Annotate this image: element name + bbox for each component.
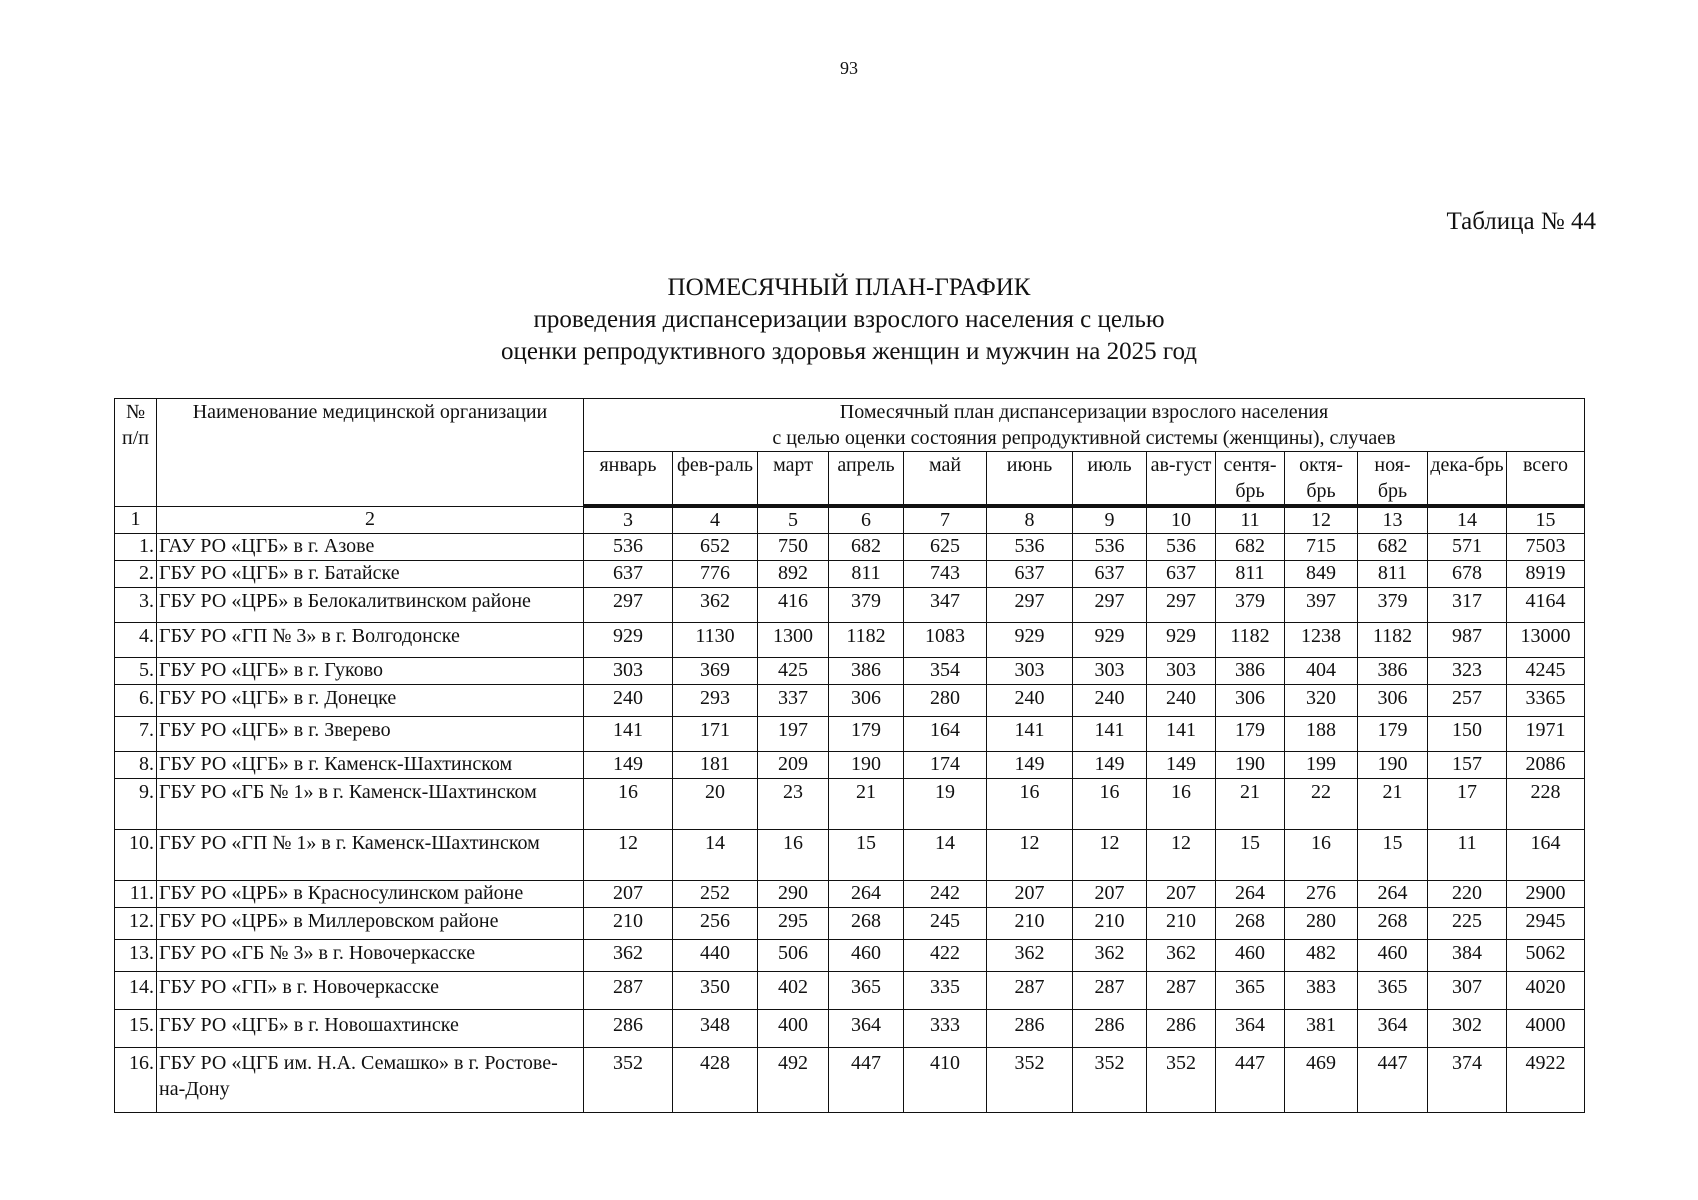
organization-name: ГБУ РО «ЦРБ» в Миллеровском районе	[157, 908, 584, 940]
organization-name: ГБУ РО «ЦГБ» в г. Донецке	[157, 685, 584, 717]
month-value: 652	[673, 534, 758, 561]
month-value: 364	[829, 1010, 904, 1048]
table-row	[115, 940, 1585, 972]
month-value: 811	[1358, 561, 1428, 588]
month-value: 379	[1358, 588, 1428, 623]
month-value: 811	[829, 561, 904, 588]
month-value: 482	[1285, 940, 1358, 972]
month-value: 19	[904, 779, 987, 830]
month-value: 365	[1216, 972, 1285, 1010]
month-value: 21	[1358, 779, 1428, 830]
month-value: 1182	[829, 623, 904, 658]
header-month-2: фев-раль	[673, 452, 758, 507]
month-value: 286	[584, 1010, 673, 1048]
month-value: 286	[987, 1010, 1073, 1048]
month-value: 929	[987, 623, 1073, 658]
column-number-6: 6	[829, 506, 904, 534]
total-value: 3365	[1507, 685, 1585, 717]
month-value: 225	[1428, 908, 1507, 940]
month-value: 410	[904, 1048, 987, 1113]
month-value: 381	[1285, 1010, 1358, 1048]
organization-name: ГБУ РО «ЦГБ» в г. Зверево	[157, 717, 584, 752]
month-value: 210	[987, 908, 1073, 940]
month-value: 207	[584, 881, 673, 908]
month-value: 929	[1147, 623, 1216, 658]
table-row	[115, 561, 1585, 588]
month-value: 16	[987, 779, 1073, 830]
month-value: 352	[584, 1048, 673, 1113]
month-value: 16	[1073, 779, 1147, 830]
month-value: 362	[1147, 940, 1216, 972]
month-value: 348	[673, 1010, 758, 1048]
month-value: 425	[758, 658, 829, 685]
month-value: 428	[673, 1048, 758, 1113]
month-value: 293	[673, 685, 758, 717]
month-value: 1083	[904, 623, 987, 658]
month-value: 268	[829, 908, 904, 940]
month-value: 1300	[758, 623, 829, 658]
month-value: 362	[1073, 940, 1147, 972]
total-value: 2945	[1507, 908, 1585, 940]
month-value: 323	[1428, 658, 1507, 685]
row-index: 1.	[115, 534, 157, 561]
month-value: 157	[1428, 752, 1507, 779]
row-index: 10.	[115, 830, 157, 881]
month-value: 242	[904, 881, 987, 908]
month-value: 297	[1147, 588, 1216, 623]
month-value: 750	[758, 534, 829, 561]
month-value: 386	[1358, 658, 1428, 685]
month-value: 303	[1073, 658, 1147, 685]
month-value: 492	[758, 1048, 829, 1113]
month-value: 256	[673, 908, 758, 940]
month-value: 637	[584, 561, 673, 588]
month-value: 264	[1358, 881, 1428, 908]
header-month-10: октя-брь	[1285, 452, 1358, 507]
month-value: 369	[673, 658, 758, 685]
month-value: 252	[673, 881, 758, 908]
month-value: 14	[673, 830, 758, 881]
total-value: 2086	[1507, 752, 1585, 779]
month-value: 447	[829, 1048, 904, 1113]
month-value: 374	[1428, 1048, 1507, 1113]
column-number-1: 1	[115, 506, 157, 534]
header-month-7: июль	[1073, 452, 1147, 507]
month-value: 1182	[1216, 623, 1285, 658]
month-value: 379	[829, 588, 904, 623]
organization-name: ГБУ РО «ГП № 1» в г. Каменск-Шахтинском	[157, 830, 584, 881]
month-value: 295	[758, 908, 829, 940]
month-value: 447	[1216, 1048, 1285, 1113]
month-value: 240	[987, 685, 1073, 717]
month-value: 174	[904, 752, 987, 779]
month-value: 141	[987, 717, 1073, 752]
month-value: 286	[1073, 1010, 1147, 1048]
month-value: 469	[1285, 1048, 1358, 1113]
header-month-3: март	[758, 452, 829, 507]
table-row	[115, 752, 1585, 779]
month-value: 386	[829, 658, 904, 685]
column-number-14: 14	[1428, 506, 1507, 534]
month-value: 400	[758, 1010, 829, 1048]
month-value: 929	[1073, 623, 1147, 658]
total-value: 7503	[1507, 534, 1585, 561]
month-value: 297	[1073, 588, 1147, 623]
month-value: 179	[829, 717, 904, 752]
table-row	[115, 717, 1585, 752]
month-value: 678	[1428, 561, 1507, 588]
month-value: 849	[1285, 561, 1358, 588]
month-value: 209	[758, 752, 829, 779]
organization-name: ГБУ РО «ГБ № 3» в г. Новочеркасске	[157, 940, 584, 972]
month-value: 20	[673, 779, 758, 830]
month-value: 15	[829, 830, 904, 881]
month-value: 287	[584, 972, 673, 1010]
total-value: 4164	[1507, 588, 1585, 623]
total-value: 4020	[1507, 972, 1585, 1010]
month-value: 210	[584, 908, 673, 940]
month-value: 337	[758, 685, 829, 717]
month-value: 335	[904, 972, 987, 1010]
row-index: 12.	[115, 908, 157, 940]
month-value: 286	[1147, 1010, 1216, 1048]
month-value: 384	[1428, 940, 1507, 972]
header-num: № п/п	[115, 399, 157, 507]
month-value: 188	[1285, 717, 1358, 752]
header-month-8: ав-густ	[1147, 452, 1216, 507]
month-value: 682	[829, 534, 904, 561]
row-index: 14.	[115, 972, 157, 1010]
month-value: 268	[1358, 908, 1428, 940]
month-value: 276	[1285, 881, 1358, 908]
month-value: 15	[1216, 830, 1285, 881]
column-number-5: 5	[758, 506, 829, 534]
table-row	[115, 658, 1585, 685]
organization-name: ГБУ РО «ГП № 3» в г. Волгодонске	[157, 623, 584, 658]
month-value: 23	[758, 779, 829, 830]
row-index: 7.	[115, 717, 157, 752]
header-month-12: дека-брь	[1428, 452, 1507, 507]
total-value: 4000	[1507, 1010, 1585, 1048]
plan-table	[114, 398, 1585, 1113]
month-value: 220	[1428, 881, 1507, 908]
month-value: 743	[904, 561, 987, 588]
month-value: 352	[987, 1048, 1073, 1113]
table-row	[115, 908, 1585, 940]
total-value: 4245	[1507, 658, 1585, 685]
header-month-1: январь	[584, 452, 673, 507]
month-value: 811	[1216, 561, 1285, 588]
table-row	[115, 534, 1585, 561]
month-value: 637	[987, 561, 1073, 588]
month-value: 149	[1147, 752, 1216, 779]
row-index: 3.	[115, 588, 157, 623]
month-value: 287	[1073, 972, 1147, 1010]
total-value: 8919	[1507, 561, 1585, 588]
table-row	[115, 623, 1585, 658]
month-value: 12	[987, 830, 1073, 881]
month-value: 179	[1358, 717, 1428, 752]
column-number-row	[115, 506, 1585, 534]
month-value: 190	[1216, 752, 1285, 779]
month-value: 149	[987, 752, 1073, 779]
month-value: 416	[758, 588, 829, 623]
month-value: 536	[987, 534, 1073, 561]
month-value: 21	[1216, 779, 1285, 830]
organization-name: ГБУ РО «ЦГБ» в г. Новошахтинске	[157, 1010, 584, 1048]
month-value: 12	[1147, 830, 1216, 881]
row-index: 13.	[115, 940, 157, 972]
month-value: 347	[904, 588, 987, 623]
month-value: 21	[829, 779, 904, 830]
month-value: 365	[829, 972, 904, 1010]
month-value: 987	[1428, 623, 1507, 658]
month-value: 404	[1285, 658, 1358, 685]
month-value: 536	[584, 534, 673, 561]
month-value: 362	[987, 940, 1073, 972]
month-value: 303	[987, 658, 1073, 685]
month-value: 386	[1216, 658, 1285, 685]
month-value: 402	[758, 972, 829, 1010]
table-row	[115, 830, 1585, 881]
organization-name: ГБУ РО «ЦГБ им. Н.А. Семашко» в г. Ростове-на-Дону	[157, 1048, 584, 1113]
page-number: 93	[840, 58, 858, 78]
month-value: 149	[584, 752, 673, 779]
column-number-8: 8	[987, 506, 1073, 534]
table-row	[115, 972, 1585, 1010]
total-value: 4922	[1507, 1048, 1585, 1113]
column-number-7: 7	[904, 506, 987, 534]
total-value: 5062	[1507, 940, 1585, 972]
header-month-4: апрель	[829, 452, 904, 507]
month-value: 354	[904, 658, 987, 685]
month-value: 892	[758, 561, 829, 588]
month-value: 141	[1147, 717, 1216, 752]
month-value: 264	[829, 881, 904, 908]
month-value: 625	[904, 534, 987, 561]
header-month-5: май	[904, 452, 987, 507]
month-value: 245	[904, 908, 987, 940]
month-value: 306	[1358, 685, 1428, 717]
header-month-6: июнь	[987, 452, 1073, 507]
month-value: 264	[1216, 881, 1285, 908]
month-value: 571	[1428, 534, 1507, 561]
column-number-11: 11	[1216, 506, 1285, 534]
header-month-11: ноя-брь	[1358, 452, 1428, 507]
month-value: 257	[1428, 685, 1507, 717]
month-value: 280	[1285, 908, 1358, 940]
month-value: 199	[1285, 752, 1358, 779]
month-value: 210	[1073, 908, 1147, 940]
month-value: 440	[673, 940, 758, 972]
month-value: 422	[904, 940, 987, 972]
month-value: 141	[1073, 717, 1147, 752]
month-value: 149	[1073, 752, 1147, 779]
organization-name: ГБУ РО «ЦРБ» в Красносулинском районе	[157, 881, 584, 908]
table-row	[115, 779, 1585, 830]
header-row-top	[115, 399, 1585, 452]
month-value: 268	[1216, 908, 1285, 940]
month-value: 536	[1073, 534, 1147, 561]
month-value: 364	[1216, 1010, 1285, 1048]
month-value: 16	[1285, 830, 1358, 881]
month-value: 320	[1285, 685, 1358, 717]
month-value: 287	[987, 972, 1073, 1010]
header-plan-line-2: с целью оценки состояния репродуктивной системы (женщины), случаев	[772, 427, 1396, 449]
month-value: 379	[1216, 588, 1285, 623]
month-value: 364	[1358, 1010, 1428, 1048]
month-value: 397	[1285, 588, 1358, 623]
month-value: 181	[673, 752, 758, 779]
organization-name: ГБУ РО «ЦГБ» в г. Каменск-Шахтинском	[157, 752, 584, 779]
title-line-3: оценки репродуктивного здоровья женщин и мужчин на 2025 год	[500, 338, 1198, 365]
month-value: 16	[758, 830, 829, 881]
month-value: 303	[1147, 658, 1216, 685]
month-value: 11	[1428, 830, 1507, 881]
table-label: Таблица № 44	[1446, 208, 1596, 235]
month-value: 333	[904, 1010, 987, 1048]
table-row	[115, 881, 1585, 908]
month-value: 352	[1147, 1048, 1216, 1113]
row-index: 9.	[115, 779, 157, 830]
month-value: 460	[1216, 940, 1285, 972]
organization-name: ГБУ РО «ЦРБ» в Белокалитвинском районе	[157, 588, 584, 623]
month-value: 715	[1285, 534, 1358, 561]
column-number-13: 13	[1358, 506, 1428, 534]
month-value: 14	[904, 830, 987, 881]
row-index: 5.	[115, 658, 157, 685]
month-value: 362	[584, 940, 673, 972]
column-number-4: 4	[673, 506, 758, 534]
month-value: 164	[904, 717, 987, 752]
row-index: 4.	[115, 623, 157, 658]
month-value: 15	[1358, 830, 1428, 881]
column-number-3: 3	[584, 506, 673, 534]
month-value: 460	[829, 940, 904, 972]
table-row	[115, 1048, 1585, 1113]
month-value: 506	[758, 940, 829, 972]
table-row	[115, 1010, 1585, 1048]
title-line-1: ПОМЕСЯЧНЫЙ ПЛАН-ГРАФИК	[667, 274, 1031, 301]
header-plan	[584, 399, 1585, 452]
row-index: 8.	[115, 752, 157, 779]
column-number-15: 15	[1507, 506, 1585, 534]
month-value: 12	[584, 830, 673, 881]
month-value: 317	[1428, 588, 1507, 623]
month-value: 171	[673, 717, 758, 752]
header-org: Наименование медицинской организации	[157, 399, 584, 507]
month-value: 240	[1073, 685, 1147, 717]
month-value: 365	[1358, 972, 1428, 1010]
column-number-10: 10	[1147, 506, 1216, 534]
column-number-12: 12	[1285, 506, 1358, 534]
month-value: 637	[1073, 561, 1147, 588]
month-value: 460	[1358, 940, 1428, 972]
month-value: 207	[987, 881, 1073, 908]
month-value: 1238	[1285, 623, 1358, 658]
month-value: 383	[1285, 972, 1358, 1010]
month-value: 306	[829, 685, 904, 717]
table-row	[115, 685, 1585, 717]
month-value: 280	[904, 685, 987, 717]
month-value: 150	[1428, 717, 1507, 752]
month-value: 179	[1216, 717, 1285, 752]
month-value: 776	[673, 561, 758, 588]
month-value: 307	[1428, 972, 1507, 1010]
row-index: 15.	[115, 1010, 157, 1048]
month-value: 197	[758, 717, 829, 752]
title-line-2: проведения диспансеризации взрослого населения с целью	[533, 306, 1165, 333]
month-value: 682	[1216, 534, 1285, 561]
header-plan-line-1: Помесячный план диспансеризации взрослого населения	[839, 401, 1329, 423]
total-value: 228	[1507, 779, 1585, 830]
month-value: 290	[758, 881, 829, 908]
organization-name: ГБУ РО «ГП» в г. Новочеркасске	[157, 972, 584, 1010]
organization-name: ГБУ РО «ЦГБ» в г. Гуково	[157, 658, 584, 685]
header-month-9: сентя-брь	[1216, 452, 1285, 507]
month-value: 210	[1147, 908, 1216, 940]
month-value: 207	[1073, 881, 1147, 908]
row-index: 11.	[115, 881, 157, 908]
row-index: 16.	[115, 1048, 157, 1113]
month-value: 536	[1147, 534, 1216, 561]
month-value: 22	[1285, 779, 1358, 830]
organization-name: ГБУ РО «ГБ № 1» в г. Каменск-Шахтинском	[157, 779, 584, 830]
month-value: 141	[584, 717, 673, 752]
month-value: 297	[584, 588, 673, 623]
month-value: 16	[1147, 779, 1216, 830]
month-value: 303	[584, 658, 673, 685]
row-index: 6.	[115, 685, 157, 717]
month-value: 306	[1216, 685, 1285, 717]
month-value: 637	[1147, 561, 1216, 588]
month-value: 207	[1147, 881, 1216, 908]
month-value: 447	[1358, 1048, 1428, 1113]
total-value: 164	[1507, 830, 1585, 881]
month-value: 1130	[673, 623, 758, 658]
total-value: 13000	[1507, 623, 1585, 658]
month-value: 16	[584, 779, 673, 830]
month-value: 190	[1358, 752, 1428, 779]
month-value: 287	[1147, 972, 1216, 1010]
month-value: 362	[673, 588, 758, 623]
month-value: 297	[987, 588, 1073, 623]
month-value: 190	[829, 752, 904, 779]
column-number-9: 9	[1073, 506, 1147, 534]
table-row	[115, 588, 1585, 623]
month-value: 929	[584, 623, 673, 658]
month-value: 12	[1073, 830, 1147, 881]
month-value: 240	[1147, 685, 1216, 717]
month-value: 352	[1073, 1048, 1147, 1113]
column-number-2: 2	[157, 506, 584, 534]
row-index: 2.	[115, 561, 157, 588]
month-value: 350	[673, 972, 758, 1010]
total-value: 1971	[1507, 717, 1585, 752]
header-month-13: всего	[1507, 452, 1585, 507]
month-value: 17	[1428, 779, 1507, 830]
month-value: 302	[1428, 1010, 1507, 1048]
month-value: 682	[1358, 534, 1428, 561]
organization-name: ГБУ РО «ЦГБ» в г. Батайске	[157, 561, 584, 588]
month-value: 1182	[1358, 623, 1428, 658]
month-value: 240	[584, 685, 673, 717]
organization-name: ГАУ РО «ЦГБ» в г. Азове	[157, 534, 584, 561]
document-title	[0, 272, 1698, 368]
total-value: 2900	[1507, 881, 1585, 908]
